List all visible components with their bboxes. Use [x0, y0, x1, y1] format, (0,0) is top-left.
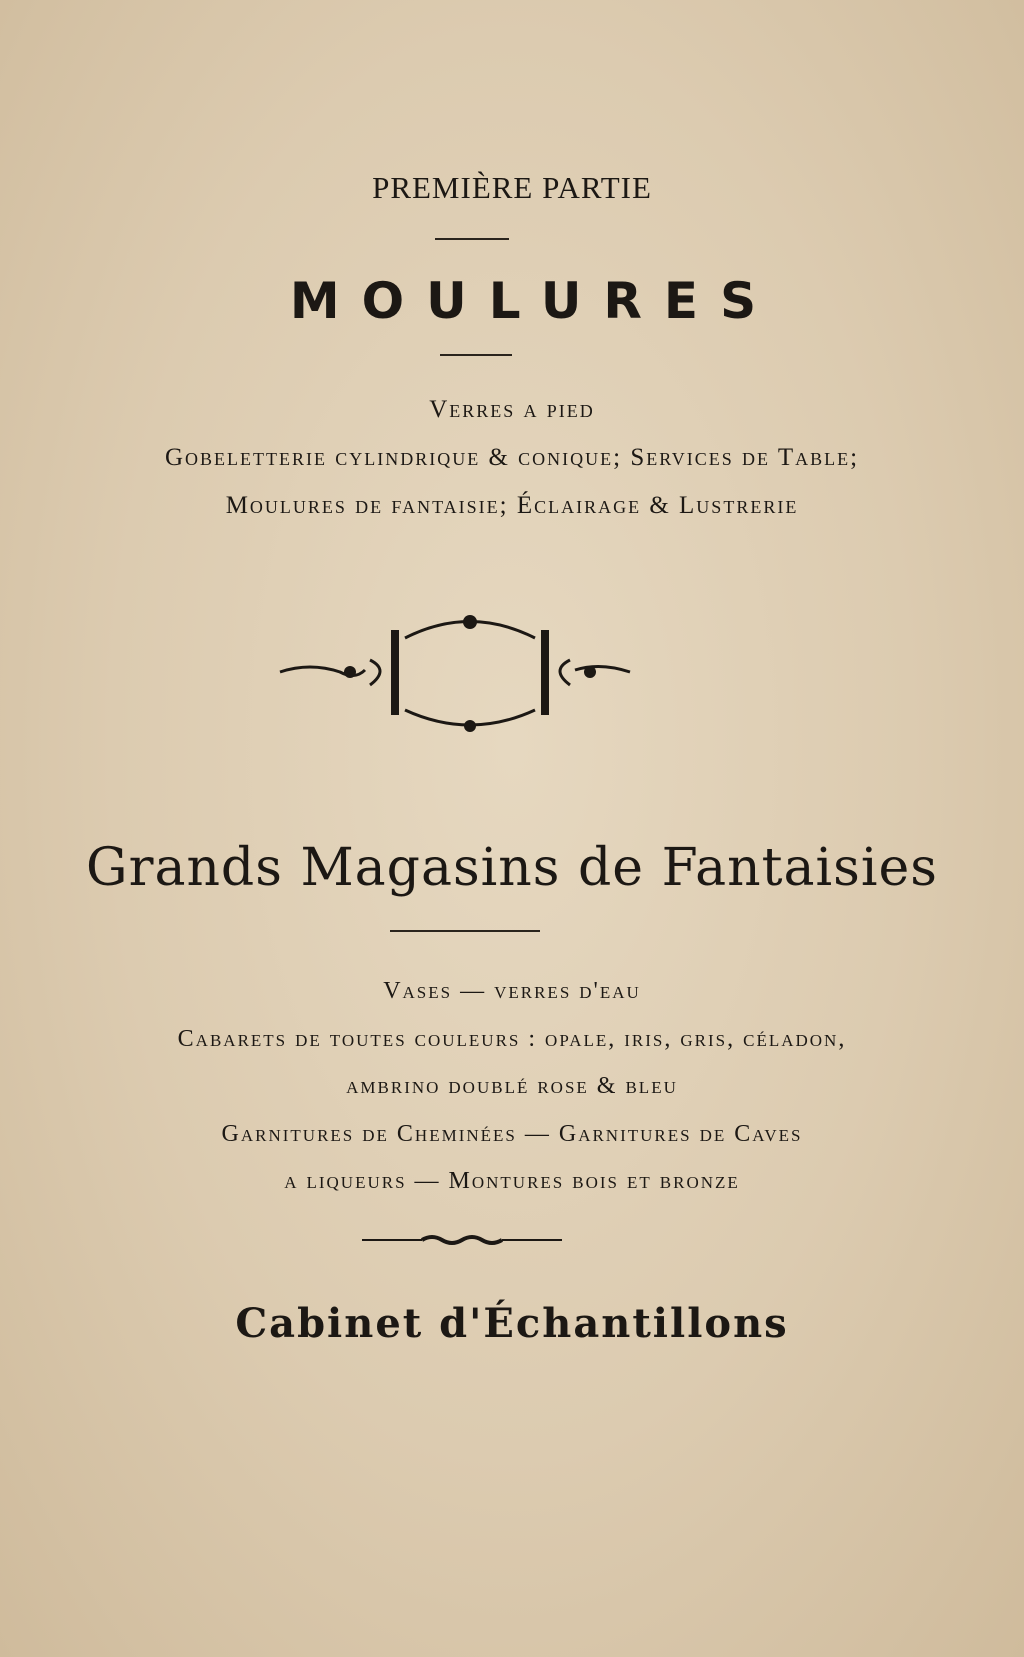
- section-title-cabinet: Cabinet d'Échantillons: [235, 1300, 789, 1347]
- subtitle-line: Vases — verres d'eau: [383, 978, 641, 1004]
- decorative-vignette-icon: [270, 600, 670, 740]
- part-title: PREMIÈRE PARTIE: [372, 170, 652, 205]
- subtitle-line: ambrino doublé rose & bleu: [346, 1073, 678, 1099]
- short-rule: [440, 354, 512, 356]
- subtitle-line: Moulures de fantaisie; Éclairage & Lustrerie: [225, 492, 799, 519]
- section-title-magasins: Grands Magasins de Fantaisies: [86, 838, 938, 898]
- section-title-moulures: MOULURES: [289, 272, 779, 330]
- subtitle-line: Cabarets de toutes couleurs : opale, iris, gris, céladon,: [177, 1026, 847, 1052]
- subtitle-line: Verres a pied: [429, 396, 595, 423]
- medium-rule: [390, 930, 540, 932]
- short-rule: [435, 238, 509, 240]
- subtitle-line: Gobeletterie cylindrique & conique; Services de Table;: [164, 444, 860, 471]
- subtitle-line: a liqueurs — Montures bois et bronze: [284, 1168, 740, 1194]
- subtitle-line: Garnitures de Cheminées — Garnitures de Caves: [221, 1121, 803, 1147]
- swirl-divider-icon: [362, 1234, 562, 1246]
